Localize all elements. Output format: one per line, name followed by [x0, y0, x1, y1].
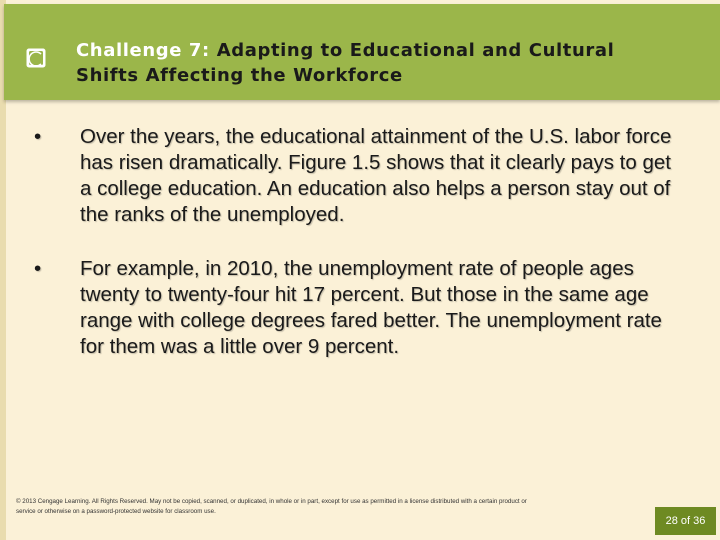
bullet-symbol: •: [34, 125, 42, 148]
bullet-item: [34, 256, 684, 360]
title-banner: [4, 4, 720, 100]
slide-title: [76, 38, 676, 88]
title-text: Adapting to Educational and Cultural Shifts Affecting the Workforce: [76, 40, 615, 86]
rounded-square-arc-icon: [26, 48, 46, 68]
title-prefix: Challenge 7:: [76, 40, 210, 61]
bullet-list: [34, 124, 684, 388]
page-current: 28: [665, 515, 678, 527]
bullet-text: For example, in 2010, the unemployment rate of people ages twenty to twenty-four hit 17 percent. But those in the same age range with college degrees fared better. The unemployment rate for them was a little over 9 percent.: [80, 257, 662, 358]
bullet-item: [34, 124, 684, 228]
page-number-badge: [655, 507, 716, 535]
page-total: 36: [693, 515, 706, 527]
page-of: of: [680, 515, 691, 527]
bullet-symbol: •: [34, 257, 42, 280]
copyright-notice: © 2013 Cengage Learning. All Rights Reserved. May not be copied, scanned, or duplicated, in whole or in part, except for use as permitted in a license distributed with a certain product or service or otherwise on a password-protected website for classroom use.: [16, 498, 527, 515]
bullet-text: Over the years, the educational attainment of the U.S. labor force has risen dramatically. Figure 1.5 shows that it clearly pays to get a college education. An education also helps a person stay out of the ranks of the unemployed.: [80, 125, 672, 226]
